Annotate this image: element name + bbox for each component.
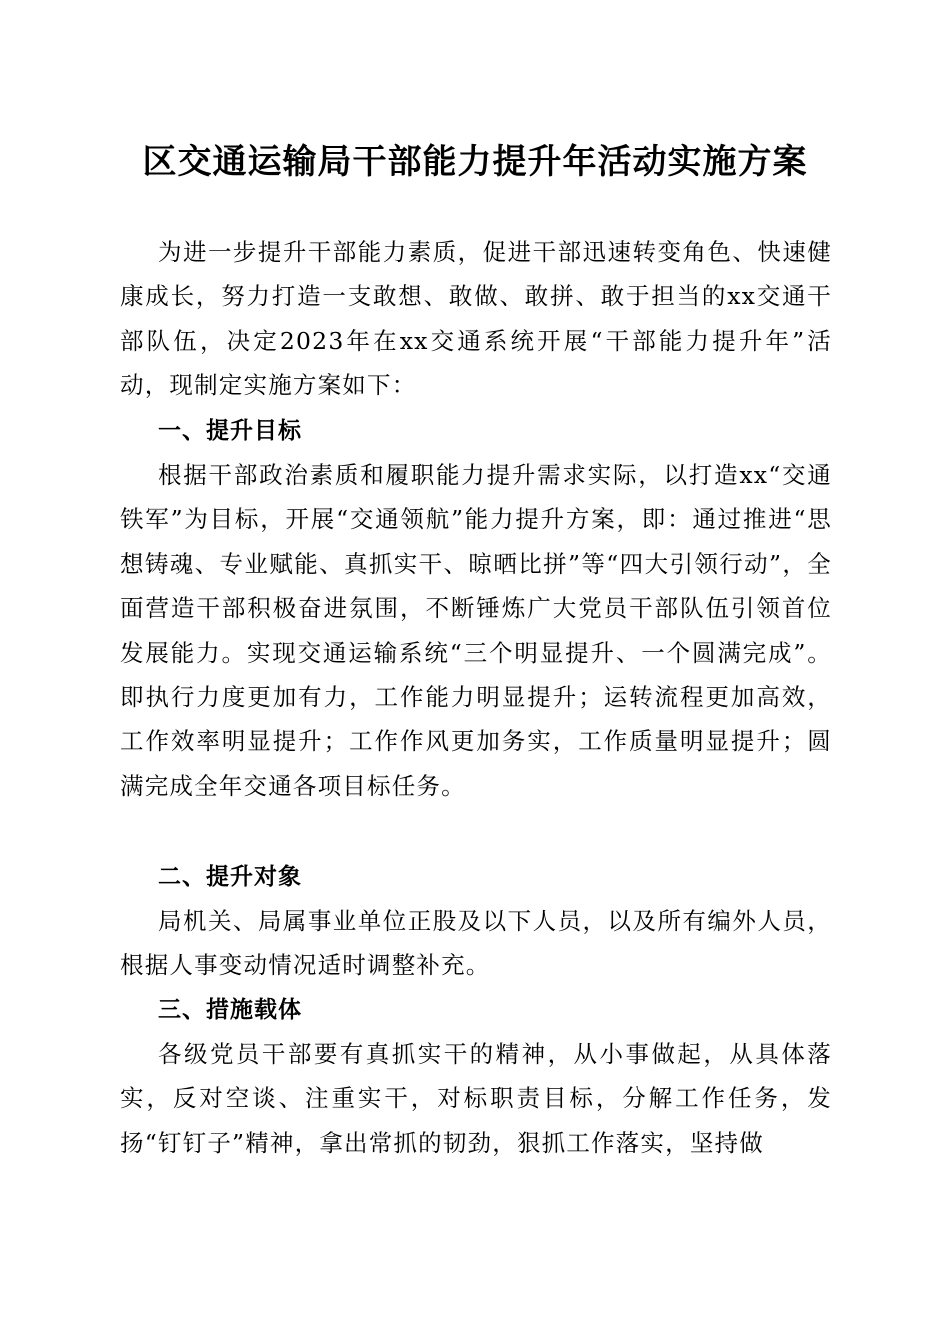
section-text-measures: 各级党员干部要有真抓实干的精神，从小事做起，从具体落实，反对空谈、注重实干，对标职责目标，分解工作任务，发扬“钉钉子”精神，拿出常抓的韧劲，狠抓工作落实，坚持做 [120, 1040, 832, 1157]
section-text-targets: 局机关、局属事业单位正股及以下人员，以及所有编外人员，根据人事变动情况适时调整补充。 [120, 907, 832, 980]
document-title: 区交通运输局干部能力提升年活动实施方案 [142, 142, 808, 182]
intro-paragraph: 为进一步提升干部能力素质，促进干部迅速转变角色、快速健康成长，努力打造一支敢想、敢做、敢拼、敢于担当的xx交通干部队伍，决定2023年在xx交通系统开展“干部能力提升年”活动，现制定实施方案如下： [120, 238, 832, 400]
section-heading-measures: 三、措施载体 [158, 997, 302, 1023]
section-text-goals: 根据干部政治素质和履职能力提升需求实际，以打造xx“交通铁军”为目标，开展“交通领航”能力提升方案，即：通过推进“思想铸魂、专业赋能、真抓实干、晾晒比拼”等“四大引领行动”，全面营造干部积极奋进氛围，不断锤炼广大党员干部队伍引领首位发展能力。实现交通运输系统“三个明显提升、一个圆满完成”。即执行力度更加有力，工作能力明显提升；运转流程更加高效，工作效率明显提升；工作作风更加务实，工作质量明显提升；圆满完成全年交通各项目标任务。 [120, 461, 832, 800]
section-heading-goals: 一、提升目标 [158, 418, 302, 444]
section-heading-targets: 二、提升对象 [158, 864, 302, 890]
